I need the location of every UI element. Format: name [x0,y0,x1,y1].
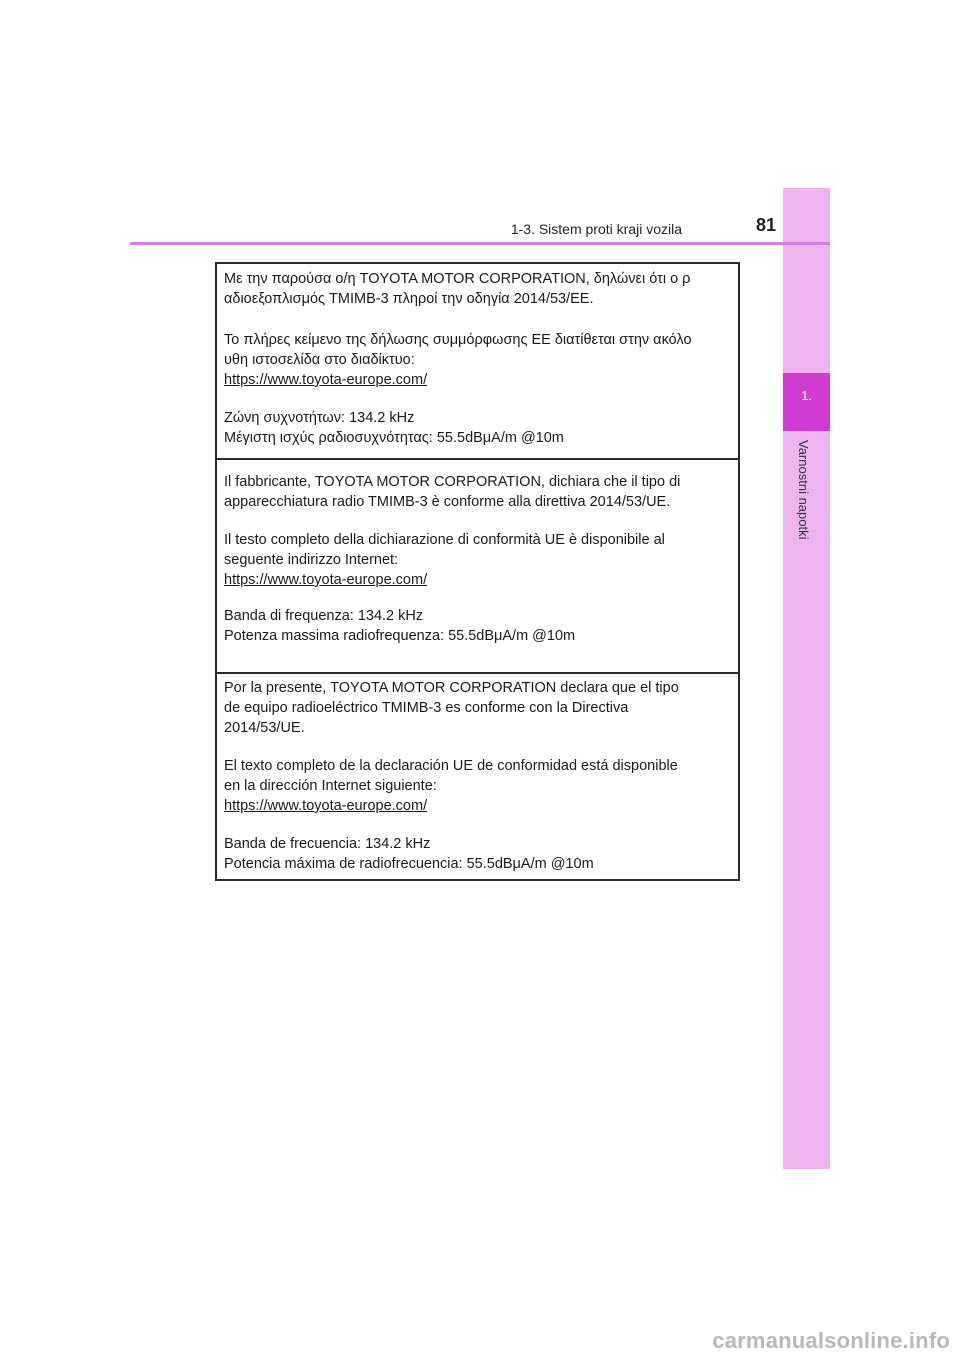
text-line: Il testo completo della dichiarazione di conformità UE è disponibile al [224,532,665,548]
notice-paragraph [224,408,734,448]
text-line: apparecchiatura radio TMIMB-3 è conforme alla direttiva 2014/53/UE. [224,494,671,510]
text-line: Ζώνη συχνοτήτων: 134.2 kHz [224,410,415,426]
notice-italian [217,458,738,674]
notice-paragraph [224,834,734,874]
text-line: Potencia máxima de radiofrecuencia: 55.5dBμA/m @10m [224,856,594,872]
text-line: Με την παρούσα ο/η TOYOTA MOTOR CORPORATION, δηλώνει ότι ο ρ [224,271,691,287]
chapter-label: Varnostni napotki [796,440,811,540]
website-link[interactable]: https://www.toyota-europe.com/ [224,798,428,814]
notice-paragraph [224,330,734,390]
declaration-box [215,262,740,881]
notice-paragraph [224,606,734,646]
text-line: Por la presente, TOYOTA MOTOR CORPORATION declara que el tipo [224,680,679,696]
text-line: Το πλήρες κείμενο της δήλωσης συμμόρφωσης ΕΕ διατίθεται στην ακόλο [224,332,692,348]
text-line: αδιοεξοπλισμός TMIMB-3 πληροί την οδηγία 2014/53/EE. [224,291,594,307]
text-line: en la dirección Internet siguiente: [224,778,437,794]
notice-paragraph [224,756,734,816]
text-line: υθη ιστοσελίδα στο διαδίκτυο: [224,352,415,368]
header-rule [130,242,830,245]
website-link[interactable]: https://www.toyota-europe.com/ [224,372,428,388]
notice-greek [217,264,738,458]
website-link[interactable]: https://www.toyota-europe.com/ [224,572,428,588]
notice-spanish [217,672,738,881]
section-title: 1-3. Sistem proti kraji vozila [510,221,682,237]
text-line: 2014/53/UE. [224,720,305,736]
text-line: de equipo radioeléctrico TMIMB-3 es conforme con la Directiva [224,700,629,716]
notice-paragraph [224,472,734,512]
text-line: Potenza massima radiofrequenza: 55.5dBμA/m @10m [224,628,576,644]
text-line: El texto completo de la declaración UE de conformidad está disponible [224,758,678,774]
text-line: Banda de frecuencia: 134.2 kHz [224,836,431,852]
notice-paragraph [224,530,734,590]
chapter-number: 1. [801,388,812,403]
text-line: Banda di frequenza: 134.2 kHz [224,608,424,624]
page-number: 81 [755,215,776,235]
notice-paragraph [224,269,734,309]
notice-paragraph [224,678,734,738]
text-line: seguente indirizzo Internet: [224,552,399,568]
chapter-side-tab [783,188,830,1169]
text-line: Il fabbricante, TOYOTA MOTOR CORPORATION, dichiara che il tipo di [224,474,681,490]
text-line: Μέγιστη ισχύς ραδιοσυχνότητας: 55.5dBμA/m @10m [224,430,564,446]
watermark-text: carmanualsonline.info [712,1328,950,1353]
